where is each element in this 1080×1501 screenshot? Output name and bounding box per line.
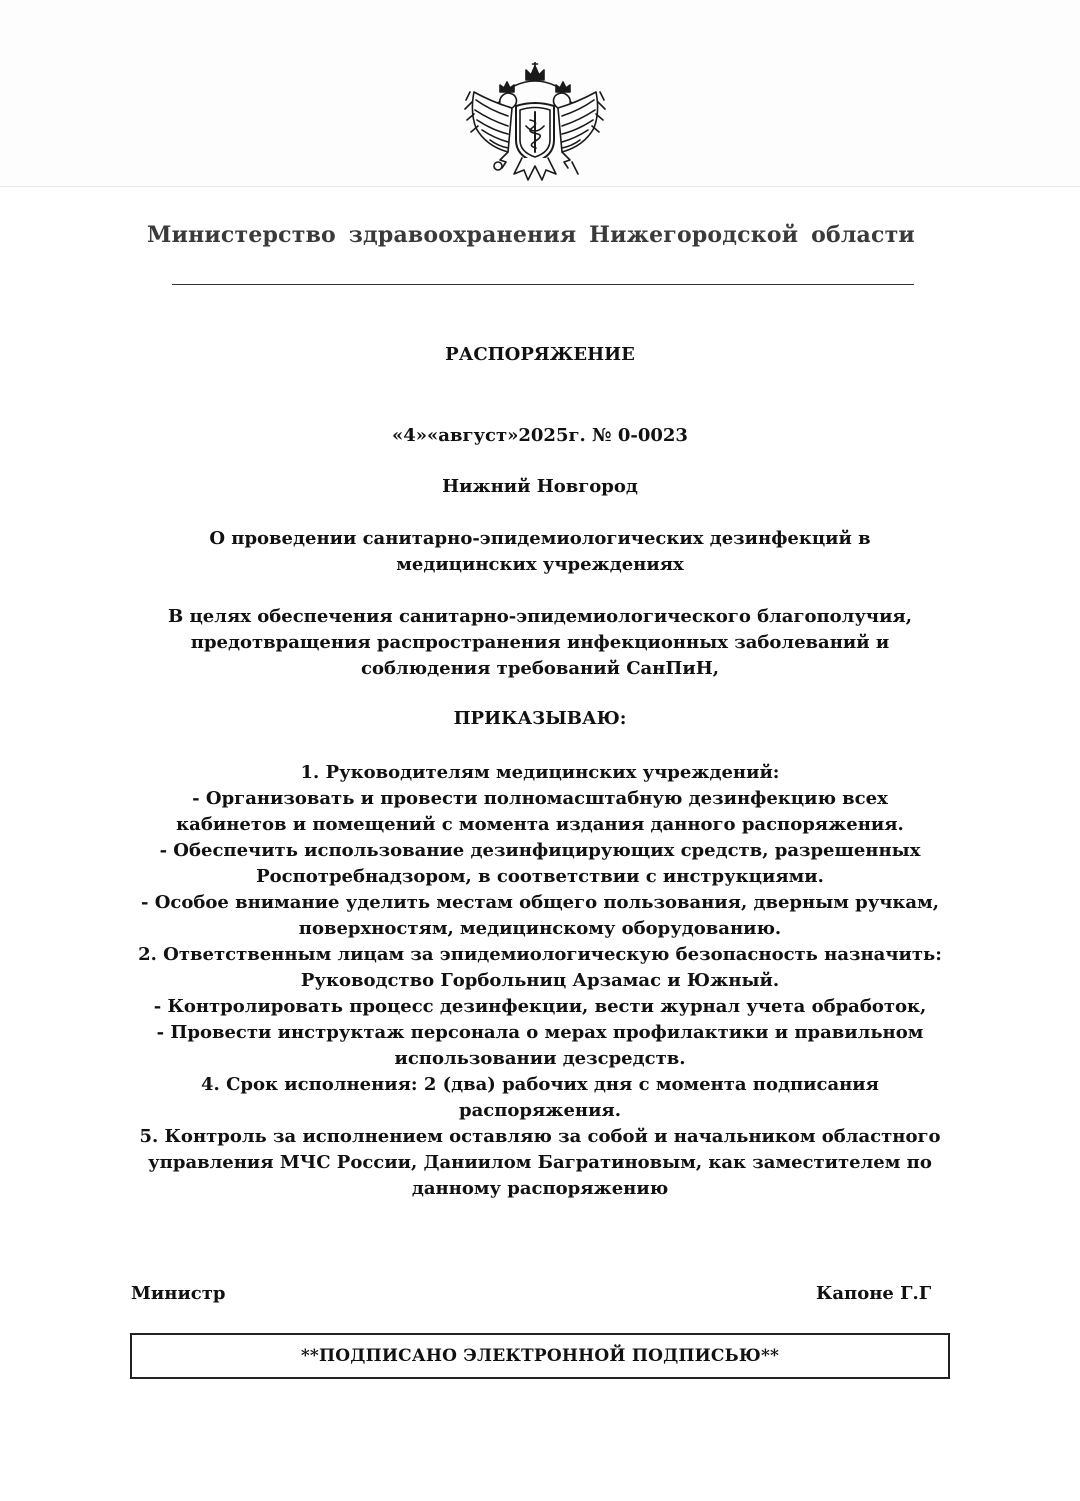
document-type-title: РАСПОРЯЖЕНИЕ (445, 344, 635, 365)
body-line: - Организовать и провести полномасштабную дезинфекцию всех (192, 788, 888, 809)
body-line: кабинетов и помещений с момента издания данного распоряжения. (176, 814, 904, 835)
ministry-name: Министерство здравоохранения Нижегородской области (147, 222, 915, 248)
preamble-line: В целях обеспечения санитарно-эпидемиологического благополучия, (168, 606, 912, 627)
signer-name: Капоне Г.Г (816, 1283, 932, 1304)
body-line: поверхностям, медицинскому оборудованию. (298, 918, 782, 939)
body-line: 2. Ответственным лицам за эпидемиологическую безопасность назначить: (138, 944, 942, 965)
body-line: Руководство Горбольниц Арзамас и Южный. (300, 970, 780, 991)
body-line: 1. Руководителям медицинских учреждений: (300, 762, 780, 783)
preamble (0, 604, 1080, 682)
body-line: данному распоряжению (411, 1178, 669, 1199)
double-headed-eagle-emblem-icon (462, 62, 608, 184)
body-line: - Обеспечить использование дезинфицирующих средств, разрешенных (159, 840, 921, 861)
body-line: управления МЧС России, Даниилом Багратиновым, как заместителем по (148, 1152, 932, 1173)
body-line: использовании дезсредств. (394, 1048, 686, 1069)
subject (0, 526, 1080, 578)
body-line: распоряжения. (459, 1100, 621, 1121)
electronic-signature-label: **ПОДПИСАНО ЭЛЕКТРОННОЙ ПОДПИСЬЮ** (300, 1346, 780, 1366)
electronic-signature-stamp (130, 1333, 950, 1379)
preamble-line: предотвращения распространения инфекционных заболеваний и (190, 632, 890, 653)
body-line: - Контролировать процесс дезинфекции, вести журнал учета обработок, (153, 996, 927, 1017)
body-line: Роспотребнадзором, в соответствии с инструкциями. (256, 866, 824, 887)
body-line: - Провести инструктаж персонала о мерах профилактики и правильном (156, 1022, 924, 1043)
body-line: 4. Срок исполнения: 2 (два) рабочих дня с момента подписания (201, 1074, 879, 1095)
preamble-line: соблюдения требований СанПиН, (361, 658, 719, 679)
city: Нижний Новгород (442, 476, 638, 497)
date-and-number: «4»«август»2025г. № 0-0023 (392, 425, 688, 446)
body-line: 5. Контроль за исполнением оставляю за собой и начальником областного (139, 1126, 941, 1147)
order-word: ПРИКАЗЫВАЮ: (453, 708, 627, 729)
subject-line: медицинских учреждениях (396, 554, 684, 575)
header-divider (172, 284, 914, 285)
signer-position: Министр (131, 1283, 226, 1304)
order-body (0, 760, 1080, 1202)
subject-line: О проведении санитарно-эпидемиологических дезинфекций в (209, 528, 871, 549)
body-line: - Особое внимание уделить местам общего пользования, дверным ручкам, (141, 892, 939, 913)
